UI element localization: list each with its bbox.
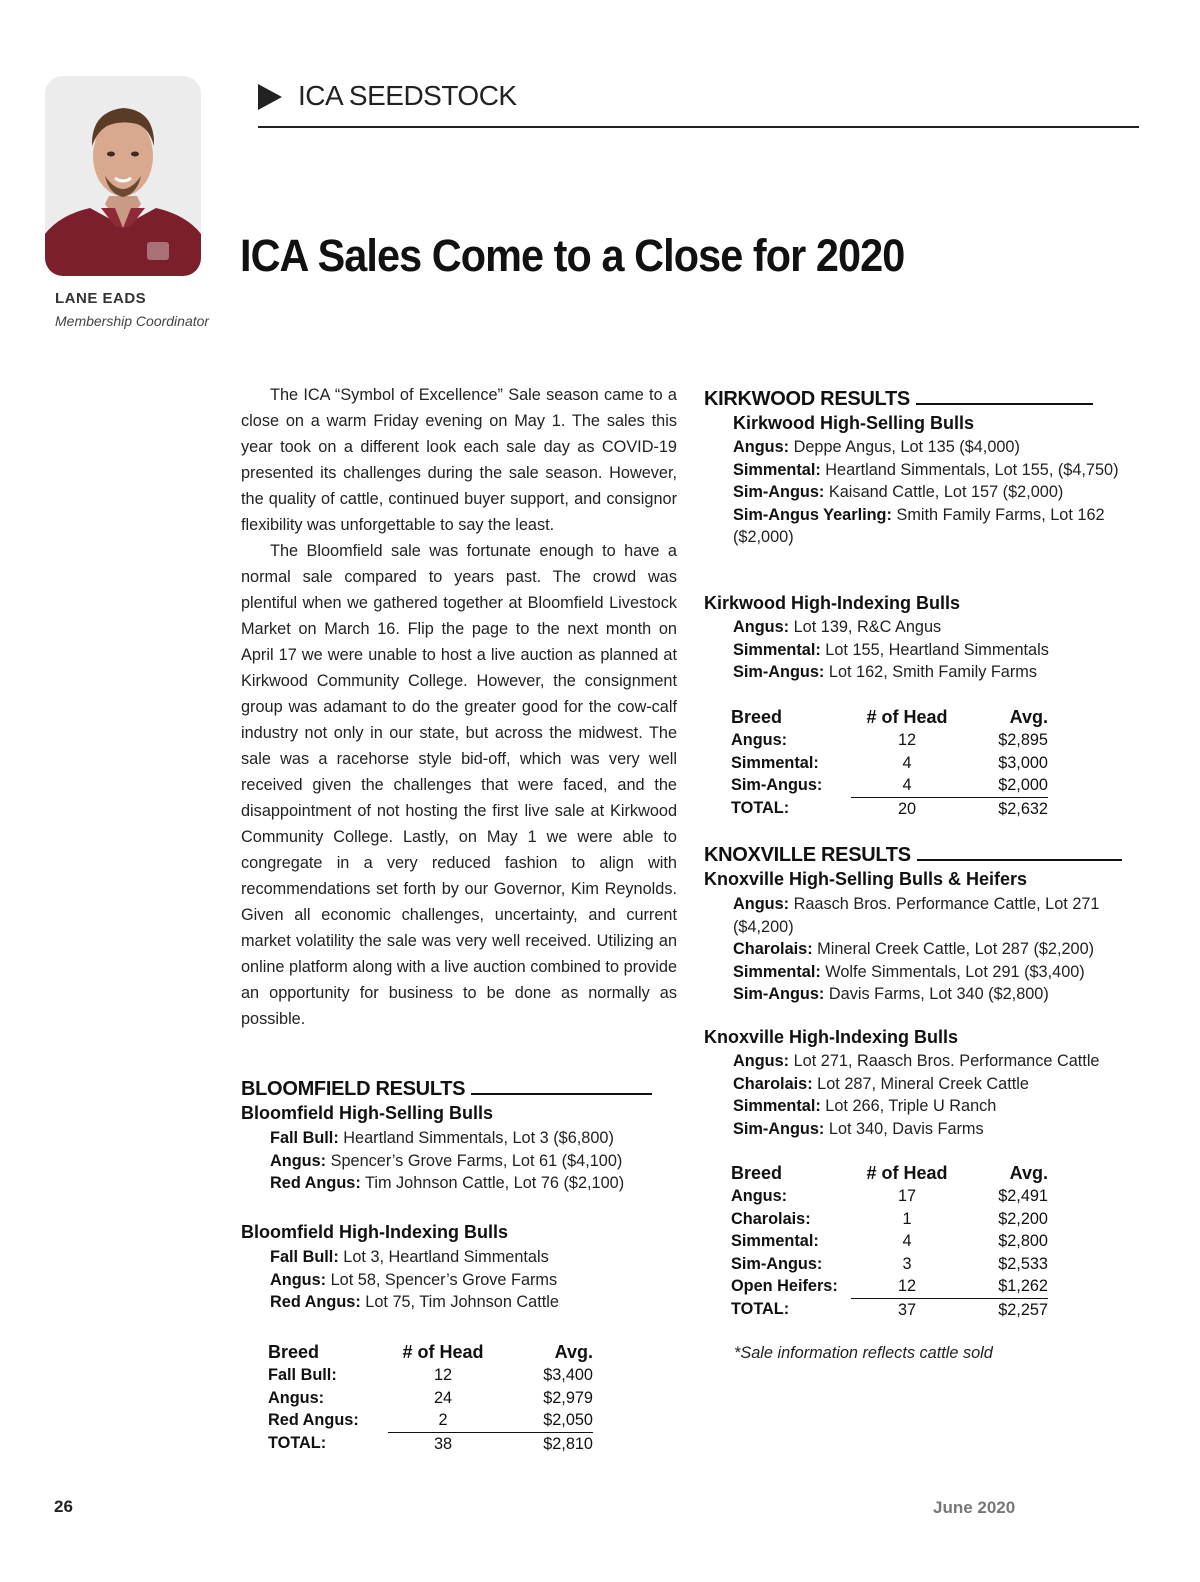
author-portrait-icon bbox=[45, 76, 201, 276]
list-item: Simmental: Lot 266, Triple U Ranch bbox=[733, 1097, 997, 1115]
table-row: Open Heifers: 12 $1,262 bbox=[731, 1275, 1048, 1298]
list-item: Simmental: Lot 155, Heartland Simmentals bbox=[733, 640, 1049, 659]
kirkwood-indexing-list bbox=[733, 616, 1143, 684]
bloomfield-indexing-heading: Bloomfield High-Indexing Bulls bbox=[241, 1222, 508, 1242]
column-header: Avg. bbox=[1009, 1163, 1048, 1183]
list-item: Sim-Angus Yearling: Smith Family Farms, Lot 162 ($2,000) bbox=[733, 505, 1105, 546]
kirkwood-results-heading bbox=[704, 388, 1093, 411]
column-header: # of Head bbox=[866, 707, 948, 727]
list-item: Angus: Spencer’s Grove Farms, Lot 61 ($4,100) bbox=[270, 1151, 623, 1170]
kirkwood-selling-list bbox=[733, 436, 1143, 549]
list-item: Angus: Deppe Angus, Lot 135 ($4,000) bbox=[733, 438, 1020, 456]
knoxville-indexing-heading: Knoxville High-Indexing Bulls bbox=[704, 1027, 959, 1047]
column-header: Breed bbox=[731, 707, 783, 727]
kirkwood-indexing-heading: Kirkwood High-Indexing Bulls bbox=[704, 593, 960, 613]
knoxville-selling-list bbox=[733, 893, 1143, 1006]
table-row: Charolais: 1 $2,200 bbox=[731, 1209, 1048, 1228]
table-row: Sim-Angus: 4 $2,000 bbox=[731, 774, 1048, 797]
heading-rule bbox=[471, 1079, 652, 1095]
play-triangle-icon bbox=[258, 84, 282, 110]
table-header-row bbox=[731, 1161, 1048, 1185]
bloomfield-selling-list bbox=[270, 1127, 690, 1195]
author-name: LANE EADS bbox=[55, 290, 147, 307]
kirkwood-selling-heading: Kirkwood High-Selling Bulls bbox=[733, 413, 975, 433]
bloomfield-results-table bbox=[268, 1340, 593, 1455]
column-header: Avg. bbox=[1009, 707, 1048, 727]
list-item: Charolais: Lot 287, Mineral Creek Cattle bbox=[733, 1074, 1029, 1093]
table-row: Simmental: 4 $2,800 bbox=[731, 1232, 1048, 1250]
column-header: Breed bbox=[731, 1163, 783, 1183]
table-row: Sim-Angus: 3 $2,533 bbox=[731, 1254, 1048, 1273]
heading-text: KIRKWOOD RESULTS bbox=[704, 388, 910, 410]
column-header: # of Head bbox=[866, 1163, 948, 1183]
page-title: ICA Sales Come to a Close for 2020 bbox=[240, 230, 905, 281]
kirkwood-results-table bbox=[731, 705, 1048, 820]
section-divider bbox=[258, 126, 1139, 128]
table-row: TOTAL: 37 $2,257 bbox=[731, 1300, 1048, 1319]
table-row: Simmental: 4 $3,000 bbox=[731, 753, 1048, 772]
bloomfield-selling-heading: Bloomfield High-Selling Bulls bbox=[241, 1103, 493, 1123]
table-header-row bbox=[731, 705, 1048, 729]
list-item: Angus: Lot 271, Raasch Bros. Performance Cattle bbox=[733, 1052, 1100, 1070]
list-item: Simmental: Wolfe Simmentals, Lot 291 ($3,400) bbox=[733, 962, 1085, 981]
knoxville-selling-heading: Knoxville High-Selling Bulls & Heifers bbox=[704, 869, 1028, 889]
bloomfield-results-heading bbox=[241, 1078, 652, 1101]
list-item: Fall Bull: Heartland Simmentals, Lot 3 ($6,800) bbox=[270, 1129, 614, 1147]
list-item: Angus: Lot 58, Spencer’s Grove Farms bbox=[270, 1270, 558, 1289]
table-row: Angus: 17 $2,491 bbox=[731, 1187, 1048, 1205]
list-item: Angus: Lot 139, R&C Angus bbox=[733, 618, 942, 636]
heading-rule bbox=[917, 845, 1122, 861]
column-header: # of Head bbox=[402, 1342, 484, 1362]
footnote: *Sale information reflects cattle sold bbox=[734, 1344, 993, 1362]
heading-rule bbox=[916, 389, 1093, 405]
knoxville-indexing-list bbox=[733, 1050, 1153, 1140]
article-paragraph: The Bloomfield sale was fortunate enough to have a normal sale compared to years past. The crowd was plentiful when we gathered together at Bloomfield Livestock Market on March 16. Flip the page to the next month on April 17 we were unable to host a live auction as planned at Kirkwood Community College. However, the consignment group was adamant to do the greater good for the cow-calf industry not only in our state, but across the midwest. The sale was a racehorse style bid-off, which was very well received given the challenges that were faced, and the disappointment of not hosting the first live sale at Kirkwood Community College. Lastly, on May 1 we were able to congregate in a very reduced fashion to align with recommendations set forth by our Governor, Kim Reynolds. Given all economic challenges, uncertainty, and current market volatility the sale was very well received. Utilizing an online platform along with a live auction combined to provide an opportunity for business to be done as normally as possible. bbox=[241, 542, 677, 1028]
list-item: Sim-Angus: Lot 340, Davis Farms bbox=[733, 1119, 984, 1138]
page-number: 26 bbox=[54, 1497, 73, 1516]
article-body bbox=[241, 382, 677, 1032]
table-row: Angus: 12 $2,895 bbox=[731, 731, 1048, 749]
list-item: Charolais: Mineral Creek Cattle, Lot 287 ($2,200) bbox=[733, 940, 1095, 958]
list-item: Red Angus: Tim Johnson Cattle, Lot 76 ($2,100) bbox=[270, 1174, 625, 1192]
column-header: Avg. bbox=[554, 1342, 593, 1362]
knoxville-results-table bbox=[731, 1161, 1048, 1321]
table-row: TOTAL: 38 $2,810 bbox=[268, 1434, 593, 1453]
section-label: ICA SEEDSTOCK bbox=[298, 80, 517, 111]
column-header: Breed bbox=[268, 1342, 320, 1362]
list-item: Angus: Raasch Bros. Performance Cattle, Lot 271 ($4,200) bbox=[733, 895, 1100, 936]
list-item: Red Angus: Lot 75, Tim Johnson Cattle bbox=[270, 1293, 559, 1311]
list-item: Sim-Angus: Lot 162, Smith Family Farms bbox=[733, 663, 1037, 681]
table-row: Angus: 24 $2,979 bbox=[268, 1388, 593, 1407]
bloomfield-indexing-list bbox=[270, 1246, 690, 1314]
knoxville-results-heading bbox=[704, 844, 1122, 867]
list-item: Fall Bull: Lot 3, Heartland Simmentals bbox=[270, 1248, 549, 1266]
author-title: Membership Coordinator bbox=[55, 313, 210, 329]
issue-date: June 2020 bbox=[933, 1498, 1016, 1517]
table-row: TOTAL: 20 $2,632 bbox=[731, 799, 1048, 818]
list-item: Sim-Angus: Davis Farms, Lot 340 ($2,800) bbox=[733, 985, 1049, 1003]
article-paragraph: The ICA “Symbol of Excellence” Sale season came to a close on a warm Friday evening on May 1. The sales this year took on a different look each sale day as COVID-19 presented its challenges during the sale season. However, the quality of cattle, continued buyer support, and consignor flexibility was unforgettable to say the least. bbox=[241, 386, 677, 534]
heading-text: BLOOMFIELD RESULTS bbox=[241, 1078, 466, 1100]
heading-text: KNOXVILLE RESULTS bbox=[704, 844, 911, 866]
table-header-row bbox=[268, 1340, 593, 1364]
table-row: Red Angus: 2 $2,050 bbox=[268, 1409, 593, 1432]
list-item: Simmental: Heartland Simmentals, Lot 155, ($4,750) bbox=[733, 460, 1119, 479]
table-row: Fall Bull: 12 $3,400 bbox=[268, 1366, 593, 1384]
author-photo bbox=[45, 76, 201, 276]
list-item: Sim-Angus: Kaisand Cattle, Lot 157 ($2,000) bbox=[733, 483, 1064, 501]
